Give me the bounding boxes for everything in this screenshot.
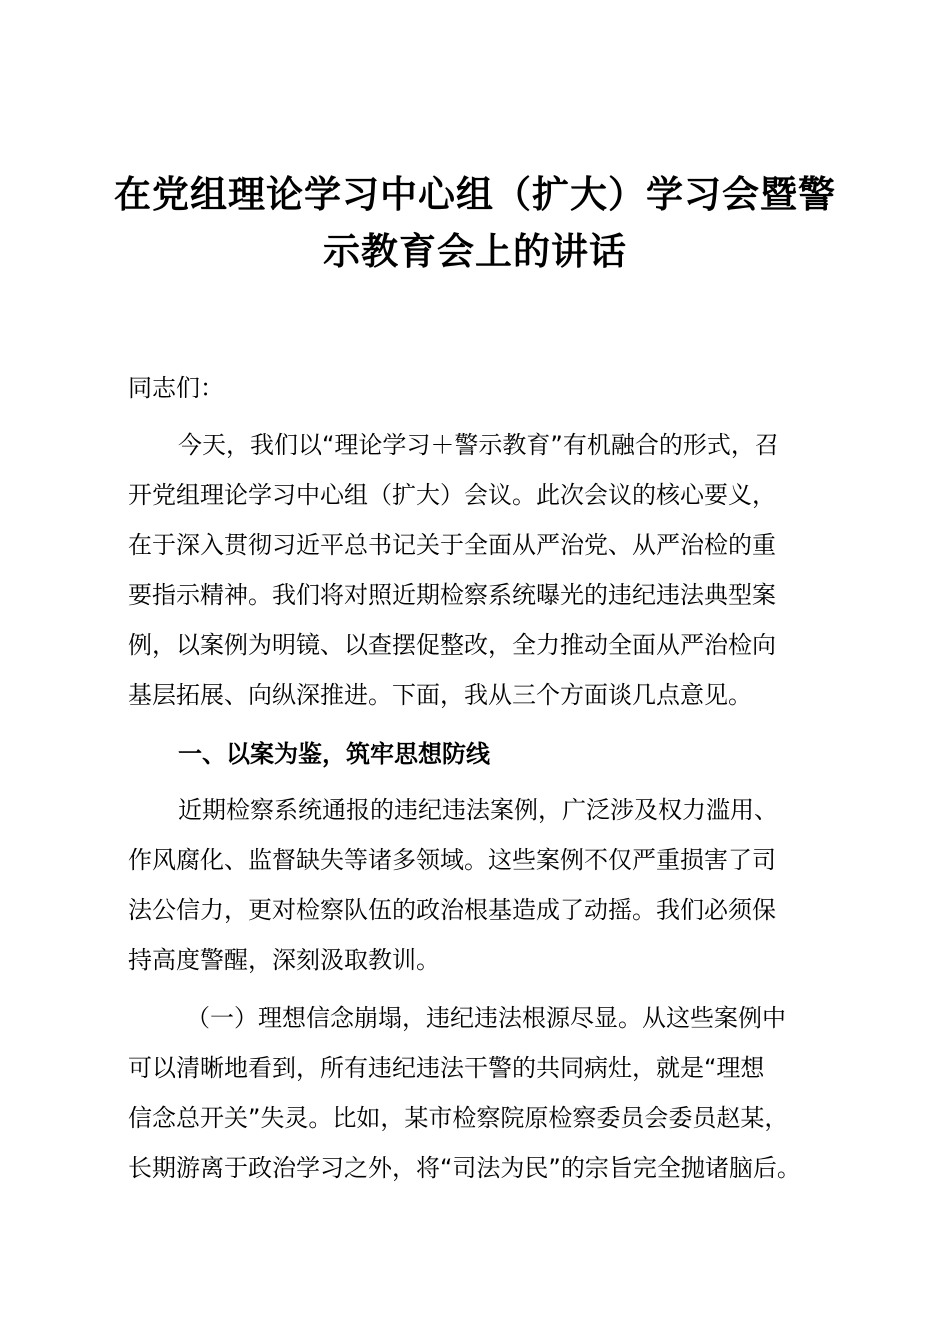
paragraph-line: 近期检察系统通报的违纪违法案例，广泛涉及权力滥用、 [178, 796, 778, 824]
paragraph-intro [128, 420, 818, 720]
salutation: 同志们： [128, 374, 224, 402]
paragraph-line: 例，以案例为明镜、以查摆促整改，全力推动全面从严治检向 [128, 631, 776, 659]
paragraph-line: 信念总开关”失灵。比如，某市检察院原检察委员会委员赵某， [128, 1104, 789, 1132]
paragraph-line: 在于深入贯彻习近平总书记关于全面从严治党、从严治检的重 [128, 531, 776, 559]
paragraph-subsection1 [128, 993, 818, 1193]
section-heading [128, 729, 818, 779]
document-title [100, 166, 850, 280]
paragraph-line: 开党组理论学习中心组（扩大）会议。此次会议的核心要义， [128, 481, 776, 509]
paragraph-line: 要指示精神。我们将对照近期检察系统曝光的违纪违法典型案 [128, 581, 776, 609]
title-line: 在党组理论学习中心组（扩大）学习会暨警 [114, 173, 836, 216]
title-line: 示教育会上的讲话 [323, 230, 627, 273]
paragraph-line: 法公信力，更对检察队伍的政治根基造成了动摇。我们必须保 [128, 896, 776, 924]
paragraph-line: （一）理想信念崩塌，违纪违法根源尽显。从这些案例中 [186, 1004, 786, 1032]
paragraph-line: 可以清晰地看到，所有违纪违法干警的共同病灶，就是“理想 [128, 1054, 765, 1082]
paragraph-line: 今天，我们以“理论学习＋警示教育”有机融合的形式，召 [178, 431, 779, 459]
section-heading-text: 一、以案为鉴，筑牢思想防线 [178, 740, 490, 768]
paragraph-line: 长期游离于政治学习之外，将“司法为民”的宗旨完全抛诸脑后。 [128, 1154, 801, 1182]
paragraph-line: 持高度警醒，深刻汲取教训。 [128, 946, 440, 974]
paragraph-section1 [128, 785, 818, 985]
paragraph-line: 作风腐化、监督缺失等诸多领域。这些案例不仅严重损害了司 [128, 846, 776, 874]
paragraph-line: 基层拓展、向纵深推进。下面，我从三个方面谈几点意见。 [128, 681, 752, 709]
